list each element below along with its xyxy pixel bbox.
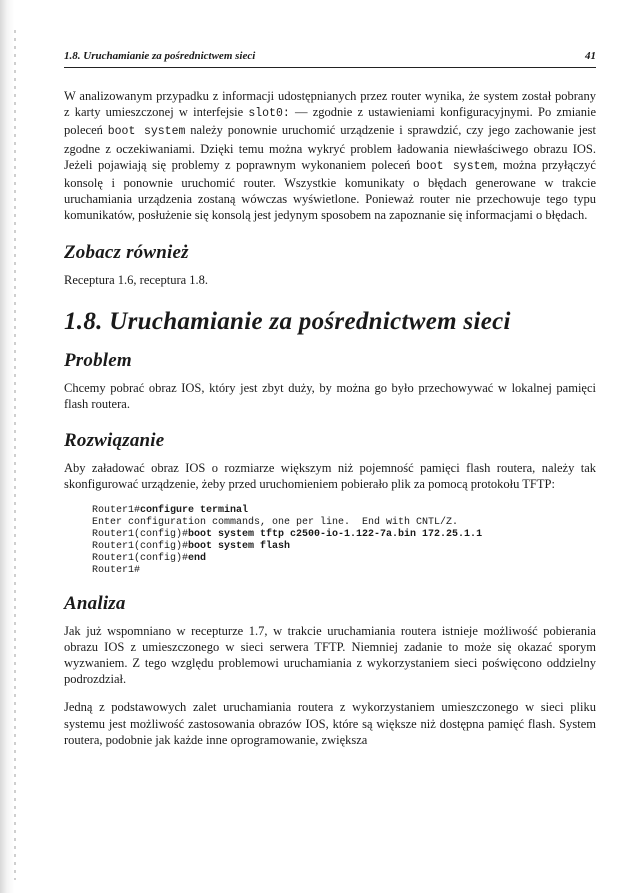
code-line: Router1(config)#boot system flash xyxy=(92,540,291,552)
intro-paragraph: W analizowanym przypadku z informacji udostępnianych przez router wynika, że system został pobrany z karty umieszczonej w interfejsie slot0: — zgodnie z ustawieniami konfiguracyjnymi. Po zmianie poleceń boot system należy ponownie uruchomić urządzenie i sprawdzić, czy jego zachowanie jest zgodne z oczekiwaniami. Dzięki temu można wykryć problem ładowania niewłaściwego obrazu IOS. Jeżeli pojawiają się problemy z poprawnym wykonaniem poleceń boot system, można przyłączyć konsolę i ponownie uruchomić router. Wszystkie komunikaty o błędach generowane w trakcie uruchamiania urządzenia zostaną wówczas wyświetlone. Ponieważ router nie przechowuje tego typu komunikatów, posłużenie się konsolą jest jedynym sposobem na zapoznanie się informacjami o błędach. xyxy=(64,89,596,223)
code-line: Router1(config)#boot system tftp c2500-io-1.122-7a.bin 172.25.1.1 xyxy=(92,528,483,540)
code-line: Router1#configure terminal xyxy=(92,504,249,516)
running-title: 1.8. Uruchamianie za pośrednictwem sieci xyxy=(64,50,256,62)
analysis-paragraph-1: Jak już wspomniano w recepturze 1.7, w trakcie uruchamiania routera istnieje możliwość pobierania obrazu IOS z umieszczonego w sieci serwera TFTP. Niemniej zadanie to może się okazać sporym wyzwaniem. Z tego względu problemowi uruchamiania z wykorzystaniem sieci poświęcono oddzielny podrozdział. xyxy=(64,623,596,687)
code-line: Enter configuration commands, one per line. End with CNTL/Z. xyxy=(92,516,459,528)
boot-system-code: boot system xyxy=(415,159,495,173)
page-header xyxy=(64,50,596,68)
section-title: 1.8. Uruchamianie za pośrednictwem sieci xyxy=(64,307,511,335)
page-number: 41 xyxy=(585,50,596,62)
code-line: Router1# xyxy=(92,564,141,576)
problem-heading: Problem xyxy=(64,349,132,371)
code-line: Router1(config)#end xyxy=(92,552,207,564)
boot-system-code: boot system xyxy=(107,125,186,139)
see-also-text: Receptura 1.6, receptura 1.8. xyxy=(64,272,209,287)
solution-heading: Rozwiązanie xyxy=(64,430,165,452)
config-code-block xyxy=(64,505,596,577)
book-spine-shadow xyxy=(0,0,22,893)
analysis-paragraph-2: Jedną z podstawowych zalet uruchamiania routera z wykorzystaniem umieszczonego w sieci pliku systemu jest możliwość zastosowania obrazów IOS, które są większe niż dostępna pamięć flash. System routera, podobnie jak każde inne oprogramowanie, zwiększa xyxy=(64,700,596,747)
see-also-heading: Zobacz również xyxy=(64,241,189,263)
slot-code: slot0: xyxy=(248,107,290,121)
problem-text: Chcemy pobrać obraz IOS, który jest zbyt duży, by można go było przechowywać w lokalnej pamięci flash routera. xyxy=(64,380,596,412)
analysis-heading: Analiza xyxy=(64,592,126,614)
solution-text: Aby załadować obraz IOS o rozmiarze większym niż pojemność pamięci flash routera, należy tak skonfigurować urządzenie, żeby przed uruchomieniem pobierało plik za pomocą protokołu TFTP: xyxy=(64,461,596,492)
page-body xyxy=(64,88,596,748)
